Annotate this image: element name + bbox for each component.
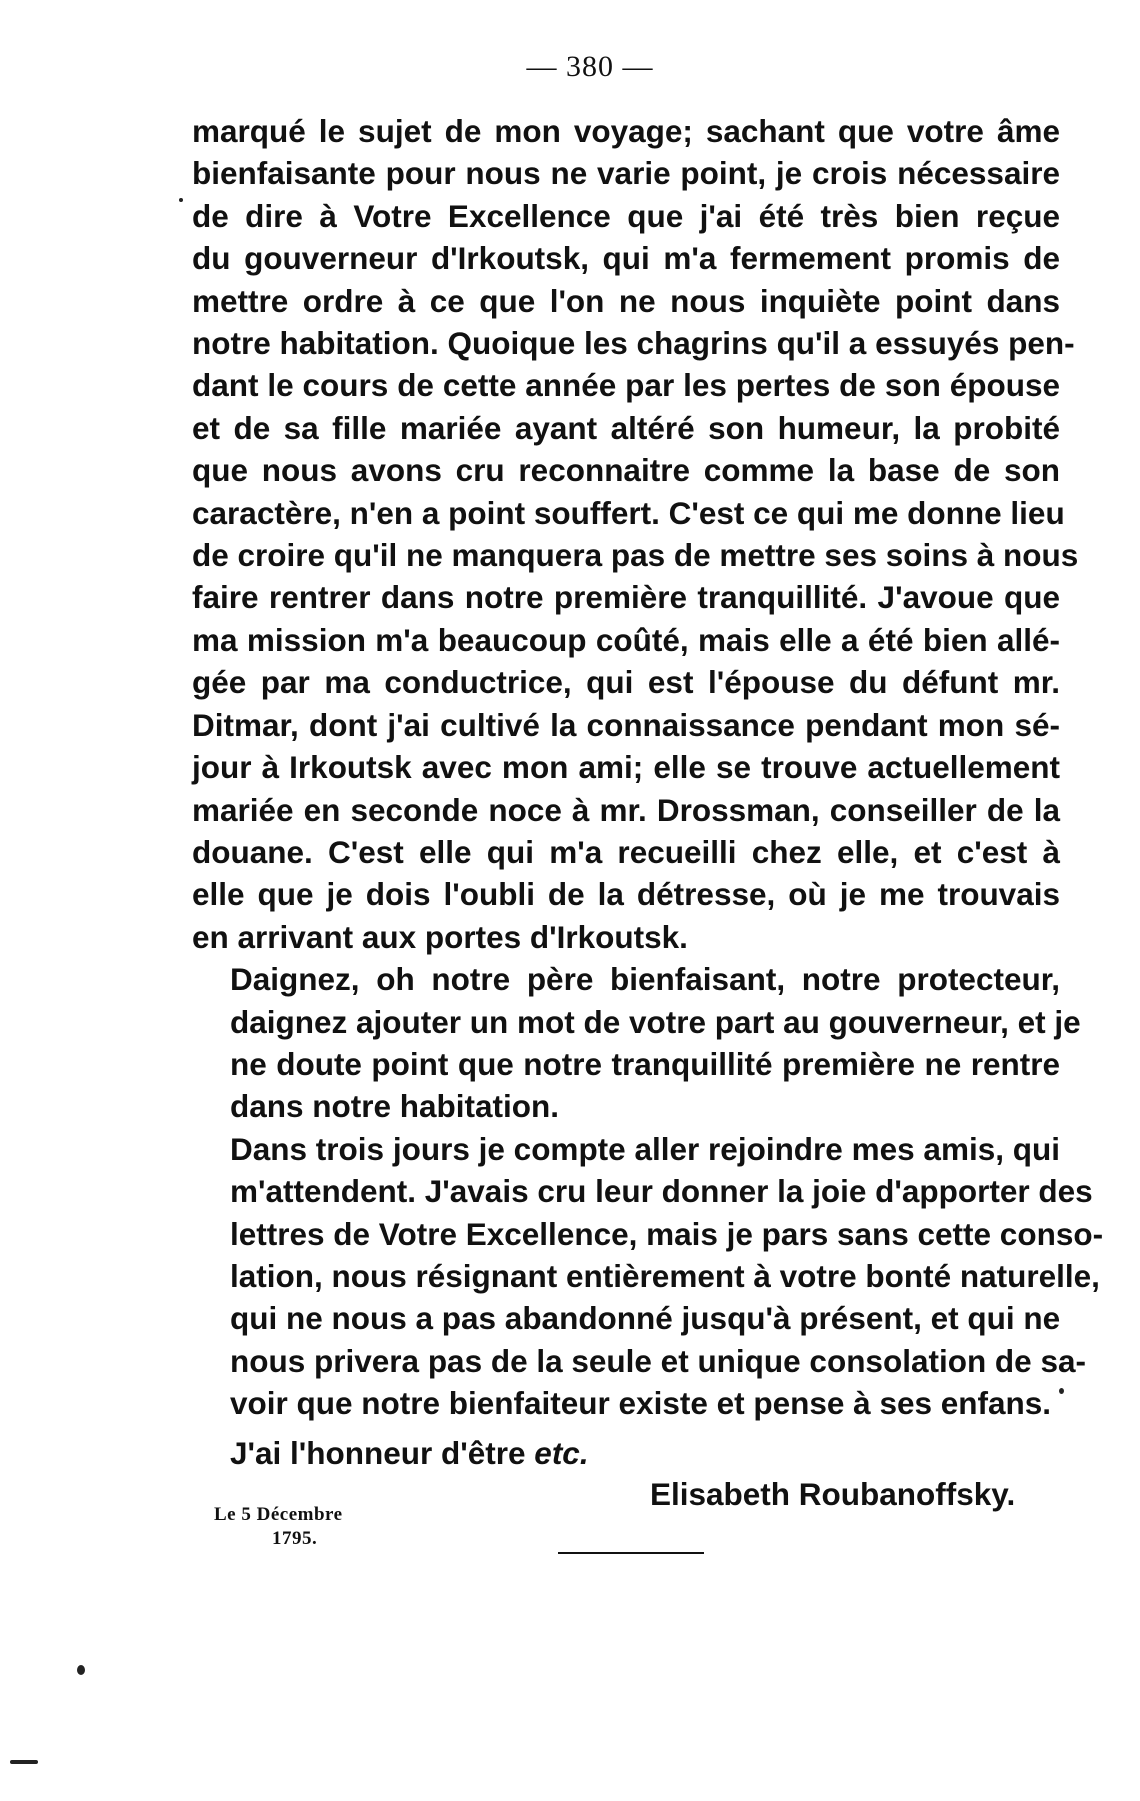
closing-formula: [230, 1435, 589, 1472]
text-line: en arrivant aux portes d'Irkoutsk.: [192, 918, 688, 955]
text-line: lettres de Votre Excellence, mais je pars sans cette conso-: [230, 1215, 1104, 1252]
text-line: daignez ajouter un mot de votre part au gouverneur, et je: [230, 1003, 1081, 1040]
text-line: et de sa fille mariée ayant altéré son humeur, la probité: [192, 409, 1060, 446]
text-line: mettre ordre à ce que l'on ne nous inquiète point dans: [192, 282, 1060, 319]
date-year: 1795.: [272, 1528, 318, 1549]
text-line: dant le cours de cette année par les pertes de son épouse: [192, 367, 1060, 404]
ink-speck: [10, 1760, 38, 1764]
text-line: du gouverneur d'Irkoutsk, qui m'a fermement promis de: [192, 240, 1060, 277]
text-line: Dans trois jours je compte aller rejoindre mes amis, qui: [230, 1130, 1060, 1167]
ink-speck: [77, 1665, 85, 1675]
paragraph-1: [192, 110, 1079, 958]
text-line: ne doute point que notre tranquillité première ne rentre: [230, 1045, 1060, 1082]
text-line: Ditmar, dont j'ai cultivé la connaissance pendant mon sé-: [192, 706, 1060, 743]
text-line: douane. C'est elle qui m'a recueilli chez elle, et c'est à: [192, 833, 1060, 870]
text-line: caractère, n'en a point souffert. C'est ce qui me donne lieu: [192, 494, 1065, 531]
text-line: nous privera pas de la seule et unique consolation de sa-: [230, 1342, 1086, 1379]
letter-body: [192, 110, 1104, 1425]
ink-speck: [179, 198, 183, 202]
text-line: lation, nous résignant entièrement à votre bonté naturelle,: [230, 1257, 1100, 1294]
text-line: qui ne nous a pas abandonné jusqu'à présent, et qui ne: [230, 1300, 1061, 1337]
paragraph-2: [192, 958, 1081, 1128]
text-line: faire rentrer dans notre première tranquillité. J'avoue que: [192, 579, 1060, 616]
text-line: elle que je dois l'oubli de la détresse, où je me trouvais: [192, 876, 1060, 913]
date-day-month: Le 5 Décembre: [214, 1504, 343, 1525]
text-line: marqué le sujet de mon voyage; sachant que votre âme: [192, 113, 1060, 149]
paragraph-3: [192, 1128, 1104, 1425]
end-rule: [558, 1552, 704, 1554]
text-line: mariée en seconde noce à mr. Drossman, conseiller de la: [192, 791, 1060, 828]
text-line: de croire qu'il ne manquera pas de mettre ses soins à nous: [192, 537, 1079, 574]
closing-text: J'ai l'honneur d'être: [230, 1435, 526, 1471]
page-number: — 380 —: [526, 50, 654, 83]
ink-speck: [1059, 1388, 1064, 1394]
text-line: m'attendent. J'avais cru leur donner la joie d'apporter des: [230, 1173, 1093, 1210]
text-line: Daignez, oh notre père bienfaisant, notre protecteur,: [230, 961, 1060, 998]
text-line: jour à Irkoutsk avec mon ami; elle se trouve actuellement: [192, 749, 1060, 786]
text-line: de dire à Votre Excellence que j'ai été très bien reçue: [192, 197, 1060, 234]
text-line: voir que notre bienfaiteur existe et pense à ses enfans.: [230, 1385, 1052, 1422]
text-line: que nous avons cru reconnaitre comme la base de son: [192, 452, 1060, 489]
text-line: dans notre habitation.: [230, 1088, 560, 1125]
text-line: bienfaisante pour nous ne varie point, je crois nécessaire: [192, 155, 1060, 192]
closing-etc: etc.: [534, 1435, 589, 1471]
letter-date: [214, 1503, 343, 1551]
signature: Elisabeth Roubanoffsky.: [650, 1476, 1016, 1512]
text-line: notre habitation. Quoique les chagrins qu'il a essuyés pen-: [192, 325, 1075, 362]
text-line: gée par ma conductrice, qui est l'épouse du défunt mr.: [192, 664, 1060, 701]
text-line: ma mission m'a beaucoup coûté, mais elle a été bien allé-: [192, 621, 1060, 658]
